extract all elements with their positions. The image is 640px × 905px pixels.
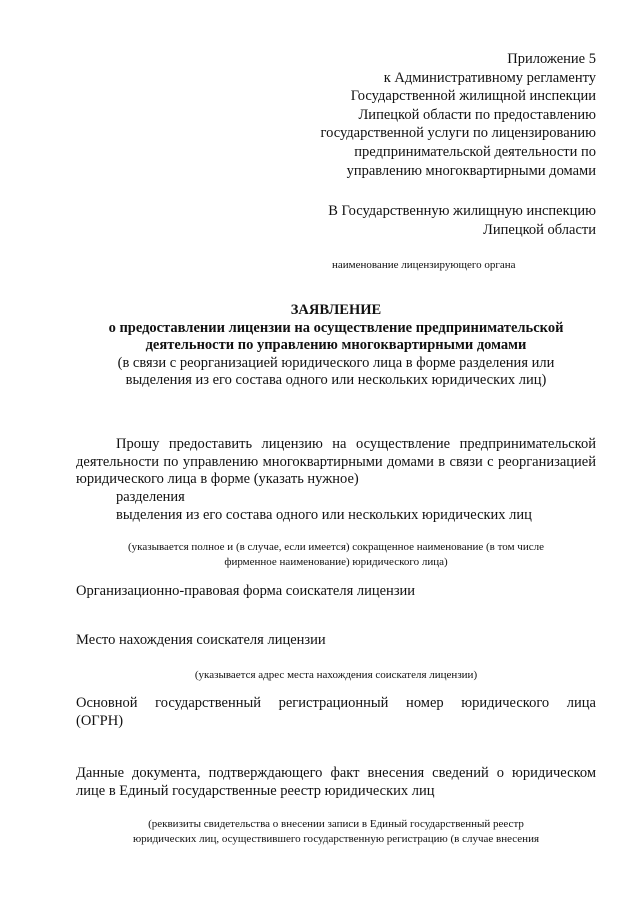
title-block	[76, 302, 596, 390]
ogrn-field-line: (ОГРН)	[76, 713, 124, 729]
option-separation: разделения	[116, 489, 185, 505]
addressee-block	[328, 202, 596, 239]
registry-doc-field-line: Данные документа, подтверждающего факт внесения сведений о юридическом	[76, 765, 596, 781]
option-allocation: выделения из его состава одного или нескольких юридических лиц	[116, 507, 532, 523]
page-title: ЗАЯВЛЕНИЕ	[290, 302, 382, 318]
registry-doc-field-line: лице в Единый государственные реестр юридических лиц	[76, 783, 435, 799]
appendix-line: государственной услуги по лицензированию	[320, 125, 596, 142]
appendix-line: предпринимательской деятельности по	[354, 143, 596, 160]
name-caption-line: (указывается полное и (в случае, если имеется) сокращенное наименование (в том числе	[128, 541, 544, 553]
appendix-header	[321, 50, 597, 180]
subtitle-line: о предоставлении лицензии на осуществление предпринимательской	[108, 319, 564, 336]
request-paragraph: Прошу предоставить лицензию на осуществление предпринимательской деятельности по управлению многоквартирными домами в связи с реорганизацией юридического лица в форме (указать нужное)	[76, 436, 596, 488]
location-field: Место нахождения соискателя лицензии	[76, 632, 326, 648]
org-caption: наименование лицензирующего органа	[332, 259, 516, 271]
addressee-line: В Государственную жилищную инспекцию	[328, 203, 596, 219]
registry-doc-caption-line: (реквизиты свидетельства о внесении записи в Единый государственный реестр	[148, 818, 524, 830]
appendix-line: Приложение 5	[507, 51, 596, 67]
subtitle-note-line: (в связи с реорганизацией юридического лица в форме разделения или	[117, 354, 555, 371]
appendix-line: Липецкой области по предоставлению	[358, 106, 596, 123]
subtitle-line: деятельности по управлению многоквартирными домами	[145, 337, 527, 354]
appendix-line: управлению многоквартирными домами	[346, 162, 596, 179]
location-caption: (указывается адрес места нахождения соискателя лицензии)	[194, 669, 478, 681]
legal-form-field: Организационно-правовая форма соискателя лицензии	[76, 583, 416, 599]
ogrn-field-line: Основной государственный регистрационный номер юридического лица	[76, 695, 596, 711]
name-caption-line: фирменное наименование) юридического лица)	[224, 556, 448, 568]
appendix-line: Государственной жилищной инспекции	[350, 88, 596, 105]
addressee-line: Липецкой области	[483, 221, 596, 238]
subtitle-note-line: выделения из его состава одного или нескольких юридических лиц)	[125, 372, 547, 389]
appendix-line: к Административному регламенту	[383, 69, 596, 86]
registry-doc-caption-line: юридических лиц, осуществившего государственную регистрацию (в случае внесения	[132, 833, 540, 845]
